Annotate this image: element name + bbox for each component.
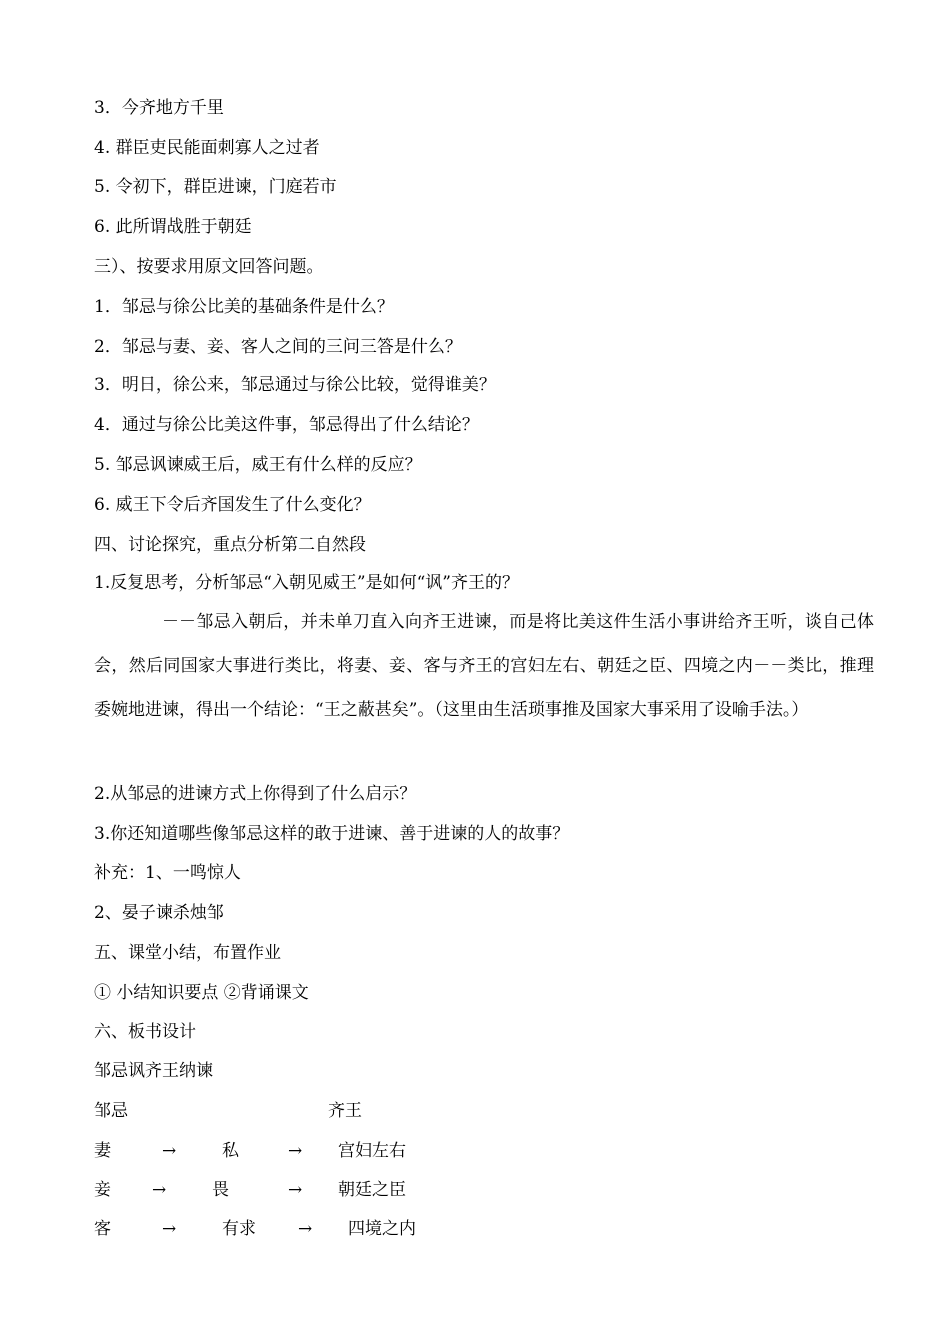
discussion-question-1: 1.反复思考，分析邹忌“入朝见威王”是如何“讽”齐王的？ xyxy=(94,573,519,593)
board-header-right: 齐王 xyxy=(328,1101,362,1121)
board-row-3-middle: 有求 xyxy=(222,1219,256,1239)
board-row-2-right: 朝廷之臣 xyxy=(338,1180,406,1200)
question-4: 4．通过与徐公比美这件事，邹忌得出了什么结论？ xyxy=(94,415,479,435)
board-title: 邹忌讽齐王纳谏 xyxy=(94,1061,213,1081)
section-heading-3: 三）、按要求用原文回答问题。 xyxy=(94,257,324,277)
section-heading-5: 五、课堂小结，布置作业 xyxy=(94,943,281,963)
answer-item-5: 5. 令初下，群臣进谏，门庭若市 xyxy=(94,177,337,197)
section-heading-4: 四、讨论探究，重点分析第二自然段 xyxy=(94,535,366,555)
answer-item-3: 3．今齐地方千里 xyxy=(94,98,224,118)
board-row-3-right: 四境之内 xyxy=(348,1219,416,1239)
board-row-2-middle: 畏 xyxy=(212,1180,229,1200)
discussion-question-2: 2.从邹忌的进谏方式上你得到了什么启示？ xyxy=(94,784,417,804)
board-row-2-left: 妾 xyxy=(94,1180,111,1200)
supplement-1: 补充：1、一鸣惊人 xyxy=(94,863,241,883)
arrow-icon: → xyxy=(288,1180,303,1200)
board-row-1-left: 妻 xyxy=(94,1141,111,1161)
analysis-text: －－邹忌入朝后，并未单刀直入向齐王进谏，而是将比美这件生活小事讲给齐王听，谈自己体会，然后同国家大事进行类比，将妻、妾、客与齐王的宫妇左右、朝廷之臣、四境之内－－类比，推理委婉地进谏，得出一个结论：“王之蔽甚矣”。（这里由生活琐事推及国家大事采用了设喻手法。） xyxy=(94,612,874,720)
discussion-question-3: 3.你还知道哪些像邹忌这样的敢于进谏、善于进谏的人的故事？ xyxy=(94,824,570,844)
arrow-icon: → xyxy=(152,1180,167,1200)
board-row-1-middle: 私 xyxy=(222,1141,239,1161)
question-6: 6. 威王下令后齐国发生了什么变化？ xyxy=(94,495,371,515)
section-heading-6: 六、板书设计 xyxy=(94,1022,196,1042)
arrow-icon: → xyxy=(298,1219,313,1239)
answer-item-6: 6. 此所谓战胜于朝廷 xyxy=(94,217,252,237)
question-5: 5. 邹忌讽谏威王后，威王有什么样的反应？ xyxy=(94,455,422,475)
answer-item-4: 4. 群臣吏民能面刺寡人之过者 xyxy=(94,138,320,158)
board-header-left: 邹忌 xyxy=(94,1101,128,1121)
question-1: 1．邹忌与徐公比美的基础条件是什么？ xyxy=(94,297,394,317)
supplement-2: 2、晏子谏杀烛邹 xyxy=(94,903,224,923)
arrow-icon: → xyxy=(162,1219,177,1239)
board-row-3-left: 客 xyxy=(94,1219,111,1239)
question-3: 3．明日，徐公来，邹忌通过与徐公比较，觉得谁美？ xyxy=(94,375,496,395)
analysis-paragraph xyxy=(94,600,874,732)
arrow-icon: → xyxy=(162,1141,177,1161)
question-2: 2．邹忌与妻、妾、客人之间的三问三答是什么？ xyxy=(94,337,462,357)
arrow-icon: → xyxy=(288,1141,303,1161)
board-row-1-right: 宫妇左右 xyxy=(338,1141,406,1161)
summary-tasks: ① 小结知识要点 ②背诵课文 xyxy=(94,983,309,1003)
